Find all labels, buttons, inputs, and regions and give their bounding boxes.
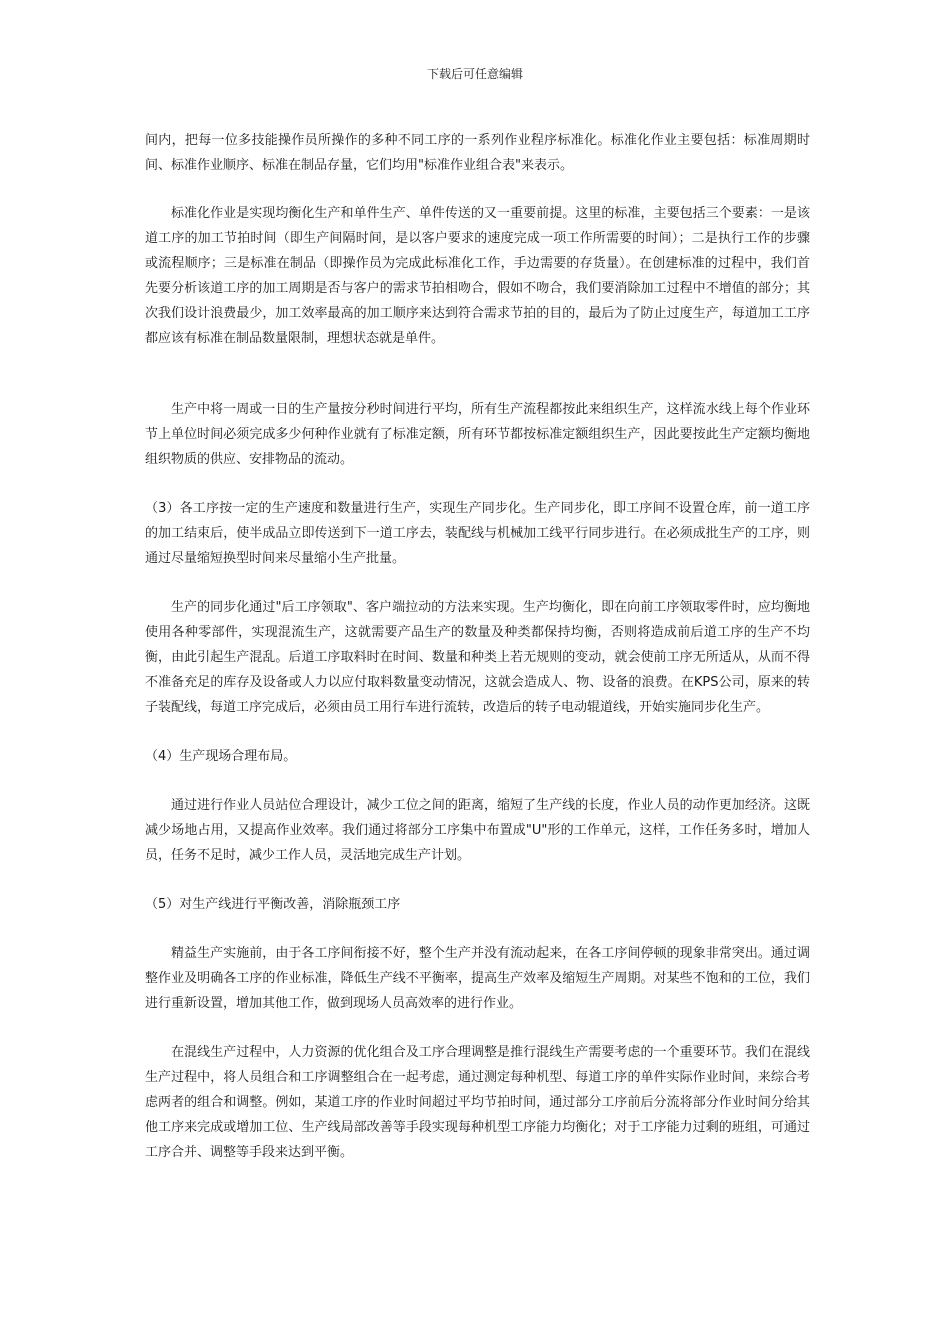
paragraph-section-3-synchronization: （3）各工序按一定的生产速度和数量进行生产，实现生产同步化。生产同步化，即工序间不设置仓库，前一道工序的加工结束后，使半成品立即传送到下一道工序去，装配线与机械加工线平行同步进行。在必须成批生产的工序，则通过尽量缩短换型时间来尽量缩小生产批量。	[145, 501, 810, 566]
document-body	[145, 128, 810, 1165]
paragraph-standard-work-elements: 标准化作业是实现均衡化生产和单件生产、单件传送的又一重要前提。这里的标准，主要包括三个要素：一是该道工序的加工节拍时间（即生产间隔时间，是以客户要求的速度完成一项工作所需要的时间）；二是执行工作的步骤或流程顺序；三是标准在制品（即操作员为完成此标准化工作，手边需要的存货量）。在创建标准的过程中，我们首先要分析该道工序的加工周期是否与客户的需求节拍相吻合，假如不吻合，我们要消除加工过程中不增值的部分；其次我们设计浪费最少，加工效率最高的加工顺序来达到符合需求节拍的目的，最后为了防止过度生产，每道加工工序都应该有标准在制品数量限制，理想状态就是单件。	[145, 206, 810, 346]
paragraph-production-leveling: 生产中将一周或一日的生产量按分秒时间进行平均，所有生产流程都按此来组织生产，这样流水线上每个作业环节上单位时间必须完成多少何种作业就有了标准定额，所有环节都按标准定额组织生产，因此要按此生产定额均衡地组织物质的供应、安排物品的流动。	[145, 402, 810, 467]
paragraph-bottleneck-removal: 精益生产实施前，由于各工序间衔接不好，整个生产并没有流动起来，在各工序间停顿的现象非常突出。通过调整作业及明确各工序的作业标准，降低生产线不平衡率，提高生产效率及缩短生产周期。对某些不饱和的工位，我们进行重新设置，增加其他工作，做到现场人员高效率的进行作业。	[145, 946, 810, 1011]
page-header: 下载后可任意编辑	[426, 67, 523, 81]
paragraph-mixed-line-production: 在混线生产过程中，人力资源的优化组合及工序合理调整是推行混线生产需要考虑的一个重要环节。我们在混线生产过程中，将人员组合和工序调整组合在一起考虑，通过测定每种机型、每道工序的单件实际作业时间，来综合考虑两者的组合和调整。例如，某道工序的作业时间超过平均节拍时间，通过部分工序前后分流将部分作业时间分给其他工序来完成或增加工位、生产线局部改善等手段实现每种机型工序能力均衡化；对于工序能力过剩的班组，可通过工序合并、调整等手段来达到平衡。	[145, 1045, 810, 1160]
paragraph-workstation-layout: 通过进行作业人员站位合理设计，减少工位之间的距离，缩短了生产线的长度，作业人员的动作更加经济。这既减少场地占用，又提高作业效率。我们通过将部分工序集中布置成"U"形的工作单元，这样，工作任务多时，增加人员，任务不足时，减少工作人员，灵活地完成生产计划。	[145, 798, 810, 863]
heading-section-4-layout: （4）生产现场合理布局。	[145, 749, 297, 764]
paragraph-standard-work-continuation: 间内，把每一位多技能操作员所操作的多种不同工序的一系列作业程序标准化。标准化作业主要包括：标准周期时间、标准作业顺序、标准在制品存量，它们均用"标准作业组合表"来表示。	[145, 133, 810, 173]
heading-section-5-line-balancing: （5）对生产线进行平衡改善，消除瓶颈工序	[145, 897, 401, 912]
paragraph-pull-method: 生产的同步化通过"后工序领取"、客户端拉动的方法来实现。生产均衡化，即在向前工序领取零件时，应均衡地使用各种零部件，实现混流生产，这就需要产品生产的数量及种类都保持均衡，否则将造成前后道工序的生产不均衡，由此引起生产混乱。后道工序取料时在时间、数量和种类上若无规则的变动，就会使前工序无所适从，从而不得不准备充足的库存及设备或人力以应付取料数量变动情况，这就会造成人、物、设备的浪费。在KPS公司，原来的转子装配线，每道工序完成后，必须由员工用行车进行流转，改造后的转子电动辊道线，开始实施同步化生产。	[145, 600, 810, 715]
